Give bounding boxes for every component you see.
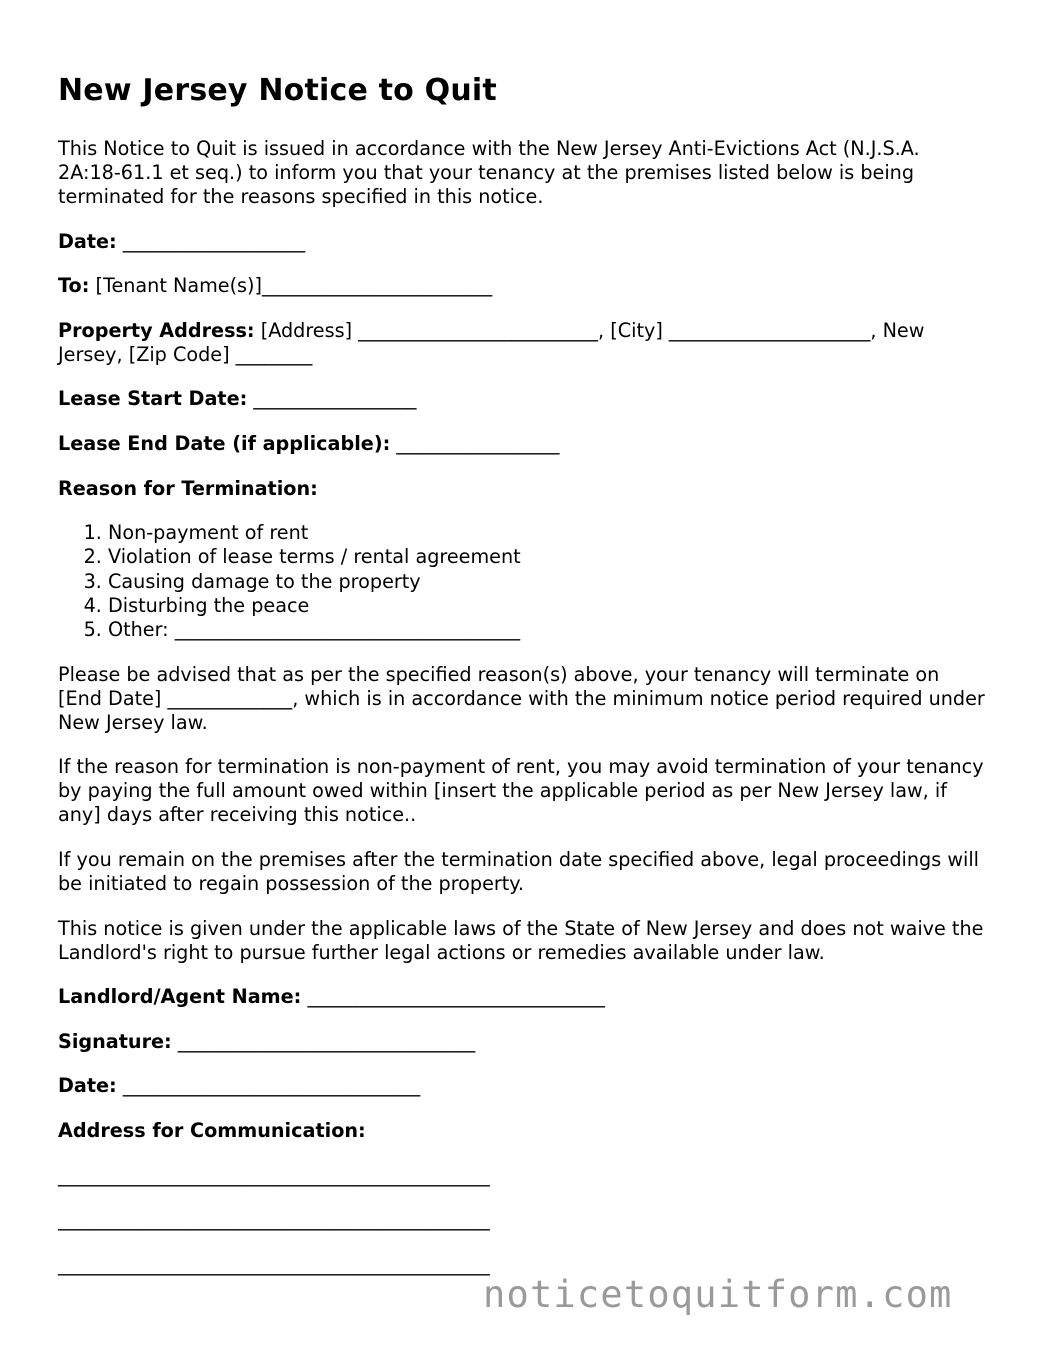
property-address-field[interactable] xyxy=(58,319,988,367)
termination-date-paragraph: Please be advised that as per the specified reason(s) above, your tenancy will terminate on [End Date] _____________, which is in accordance with the minimum notice period required under New Jersey law. xyxy=(58,662,985,734)
tenant-name-blank[interactable]: [Tenant Name(s)]________________________ xyxy=(95,274,493,298)
landlord-name-blank[interactable]: _______________________________ xyxy=(307,985,605,1009)
reason-item-other[interactable]: 5. Other: ____________________________________ xyxy=(108,618,988,642)
date-label: Date: xyxy=(58,229,117,253)
reason-item[interactable]: 4. Disturbing the peace xyxy=(108,594,988,618)
signature-date-blank[interactable]: _______________________________ xyxy=(122,1074,421,1098)
lease-end-label: Lease End Date (if applicable): xyxy=(58,431,391,455)
landlord-name-label: Landlord/Agent Name: xyxy=(58,985,302,1009)
intro-paragraph: This Notice to Quit is issued in accordance with the New Jersey Anti-Evictions Act (N.J.S.A. 2A:18-61.1 et seq.) to inform you that your tenancy at the premises listed below is being terminated for the reasons specified in this notice. xyxy=(58,137,920,208)
date-blank[interactable]: ___________________ xyxy=(122,229,306,253)
signature-blank[interactable]: _______________________________ xyxy=(177,1029,476,1053)
property-address-blank[interactable]: [Address] _________________________, [City] _____________________, New Jersey, [Zip Code] ________ xyxy=(58,318,925,366)
address-lines xyxy=(58,1164,988,1277)
applicable-laws-paragraph: This notice is given under the applicable laws of the State of New Jersey and does not waive the Landlord's right to pursue further legal actions or remedies available under law. xyxy=(58,916,984,964)
property-address-label: Property Address: xyxy=(58,318,255,342)
non-payment-paragraph: If the reason for termination is non-payment of rent, you may avoid termination of your tenancy by paying the full amount owed within [insert the applicable period as per New Jersey law, if any] days after receiving this notice.. xyxy=(58,755,984,827)
to-label: To: xyxy=(58,274,90,298)
reason-item[interactable]: 3. Causing damage to the property xyxy=(108,570,988,594)
lease-end-field[interactable] xyxy=(58,432,988,456)
signature-field[interactable] xyxy=(58,1030,988,1054)
tenant-field[interactable] xyxy=(58,274,988,298)
lease-start-field[interactable] xyxy=(58,387,988,411)
lease-start-label: Lease Start Date: xyxy=(58,387,248,411)
date-field[interactable] xyxy=(58,230,988,254)
signature-label: Signature: xyxy=(58,1029,172,1053)
legal-proceedings-paragraph: If you remain on the premises after the termination date specified above, legal proceedings will be initiated to regain possession of the property. xyxy=(58,847,979,895)
signature-date-field[interactable] xyxy=(58,1074,988,1098)
lease-start-blank[interactable]: _________________ xyxy=(253,387,417,411)
reason-heading: Reason for Termination: xyxy=(58,476,318,500)
signature-date-label: Date: xyxy=(58,1074,117,1098)
notice-document xyxy=(58,66,988,1297)
document-title: New Jersey Notice to Quit xyxy=(58,73,497,108)
address-line-blank[interactable]: _____________________________________________ xyxy=(58,1163,490,1187)
address-line-blank[interactable]: _____________________________________________ xyxy=(58,1208,490,1232)
reason-item[interactable]: 2. Violation of lease terms / rental agreement xyxy=(108,545,988,569)
reason-item[interactable]: 1. Non-payment of rent xyxy=(108,521,988,545)
address-line-blank[interactable]: _____________________________________________ xyxy=(58,1252,490,1276)
address-heading: Address for Communication: xyxy=(58,1118,366,1142)
reason-list xyxy=(58,521,988,642)
landlord-name-field[interactable] xyxy=(58,985,988,1009)
lease-end-blank[interactable]: _________________ xyxy=(396,431,560,455)
watermark: noticetoquitform.com xyxy=(483,1273,953,1316)
